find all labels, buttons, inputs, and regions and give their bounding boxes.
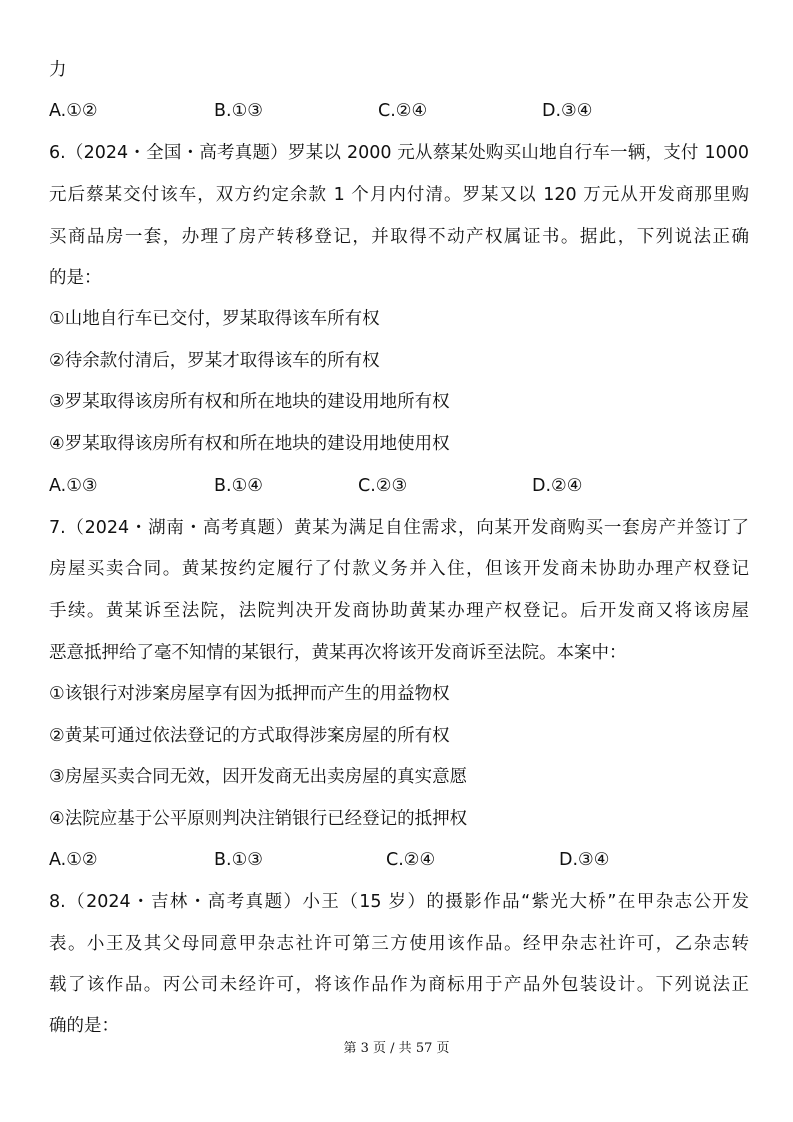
q7-statement-1: ①该银行对涉案房屋享有因为抵押而产生的用益物权 <box>49 684 450 704</box>
q6-stem-line-2: 元后蔡某交付该车，双方约定余款 1 个月内付清。罗某又以 120 万元从开发商那里购 <box>49 185 749 205</box>
q7-option-c: C.②④ <box>386 850 436 870</box>
prev-option-c: C.②④ <box>378 101 428 121</box>
q8-stem-line-1: 8.（2024・吉林・高考真题）小王（15 岁）的摄影作品“紫光大桥”在甲杂志公开发 <box>49 892 749 912</box>
q6-option-d: D.②④ <box>532 476 583 496</box>
q6-statement-1: ①山地自行车已交付，罗某取得该车所有权 <box>49 309 380 329</box>
prev-question-tail: 力 <box>49 60 67 80</box>
q7-stem-line-3: 手续。黄某诉至法院，法院判决开发商协助黄某办理产权登记。后开发商又将该房屋 <box>49 601 749 621</box>
q7-option-b: B.①③ <box>214 850 263 870</box>
prev-option-d: D.③④ <box>542 101 593 121</box>
q8-stem-line-4: 确的是： <box>49 1016 119 1036</box>
q7-stem-line-4: 恶意抵押给了毫不知情的某银行，黄某再次将该开发商诉至法院。本案中： <box>49 643 627 663</box>
q7-statement-2: ②黄某可通过依法登记的方式取得涉案房屋的所有权 <box>49 726 450 746</box>
q6-statement-3: ③罗某取得该房所有权和所在地块的建设用地所有权 <box>49 392 450 412</box>
q6-statement-4: ④罗某取得该房所有权和所在地块的建设用地使用权 <box>49 434 450 454</box>
q7-option-d: D.③④ <box>559 850 610 870</box>
q7-statement-3: ③房屋买卖合同无效，因开发商无出卖房屋的真实意愿 <box>49 767 468 787</box>
q6-option-b: B.①④ <box>214 476 263 496</box>
q7-statement-4: ④法院应基于公平原则判决注销银行已经登记的抵押权 <box>49 809 468 829</box>
page-number-footer: 第 3 页 / 共 57 页 <box>343 1041 450 1056</box>
q6-stem-line-4: 的是： <box>49 268 102 288</box>
q8-stem-line-2: 表。小王及其父母同意甲杂志社许可第三方使用该作品。经甲杂志社许可，乙杂志转 <box>49 934 749 954</box>
q6-stem-line-3: 买商品房一套，办理了房产转移登记，并取得不动产权属证书。据此，下列说法正确 <box>49 227 749 247</box>
q6-option-a: A.①③ <box>49 476 98 496</box>
q7-stem-line-2: 房屋买卖合同。黄某按约定履行了付款义务并入住，但该开发商未协助办理产权登记 <box>49 559 749 579</box>
q7-option-a: A.①② <box>49 850 98 870</box>
q7-stem-line-1: 7.（2024・湖南・高考真题）黄某为满足自住需求，向某开发商购买一套房产并签订了 <box>49 518 749 538</box>
q6-statement-2: ②待余款付清后，罗某才取得该车的所有权 <box>49 351 380 371</box>
q6-stem-line-1: 6.（2024・全国・高考真题）罗某以 2000 元从蔡某处购买山地自行车一辆，支付 1000 <box>49 143 749 163</box>
q6-option-c: C.②③ <box>358 476 408 496</box>
prev-option-a: A.①② <box>49 101 98 121</box>
prev-option-b: B.①③ <box>214 101 263 121</box>
q8-stem-line-3: 载了该作品。丙公司未经许可，将该作品作为商标用于产品外包装设计。下列说法正 <box>49 975 749 995</box>
